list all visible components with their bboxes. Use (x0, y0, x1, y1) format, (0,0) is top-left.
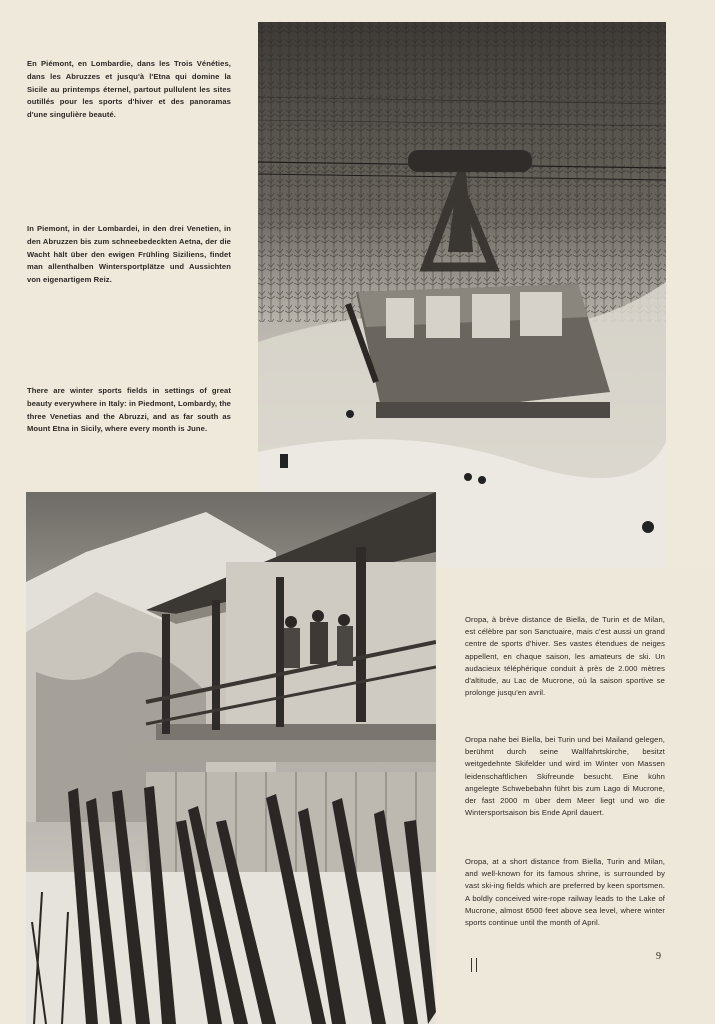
page-number: 9 (656, 951, 661, 962)
intro-text-english: There are winter sports fields in settings of great beauty everywhere in Italy: in Piedmont, Lombardy, the three Venetias and the Abruzzi, and as far south as Mount Etna in Sicily, where every month is June. (27, 386, 232, 434)
oropa-text-english: Oropa, at a short distance from Biella, Turin and Milan, and well-known for its famous shrine, is surrounded by vast ski-ing fields which are preferred by keen sportsmen. A boldly conceived wire-rope railway leads to the Lake of Mucrone, almost 6500 feet above sea level, where winter sports continue until the month of April. (465, 857, 665, 928)
intro-text-german: In Piemont, in der Lombardei, in den drei Venetien, in den Abruzzen bis zum schneebedeckten Aetna, der die Wacht hält über den ewigen Frühling Siziliens, findet man allenthalben Wintersportplätze und Aussichten von eigenartigem Reiz. (27, 224, 231, 285)
cable-car-photo (258, 22, 666, 568)
chalet-skis-photo (26, 492, 436, 1024)
printer-mark (471, 958, 477, 972)
oropa-text-german: Oropa nahe bei Biella, bei Turin und bei Mailand gelegen, berühmt durch seine Wallfahrtskirche, besitzt weitgedehnte Skifelder und wird im Winter von Massen leidenschaftlichen Skifreunde besucht. Eine kühn angelegte Schwebebahn führt bis zum Lago di Mucrone, der fast 2000 m über dem Meer liegt und wo die Wintersportsaison bis Ende April dauert. (465, 735, 665, 818)
oropa-text-french: Oropa, à brève distance de Biella, de Turin et de Milan, est célèbre par son Sanctuaire, mais c'est aussi un grand centre de sports d'hiver. Ses vastes étendues de neiges appellent, en chaque saison, les amateurs de ski. Un audacieux téléphérique conduit à près de 2.000 mètres d'altitude, au Lac de Mucrone, où la saison sportive se prolonge jusqu'en avril. (465, 615, 665, 698)
intro-text-french: En Piémont, en Lombardie, dans les Trois Vénéties, dans les Abruzzes et jusqu'à l'Etna qui domine la Sicile au printemps éternel, partout pullulent les sites outillés pour les sports d'hiver et des panoramas d'une singulière beauté. (27, 59, 231, 120)
